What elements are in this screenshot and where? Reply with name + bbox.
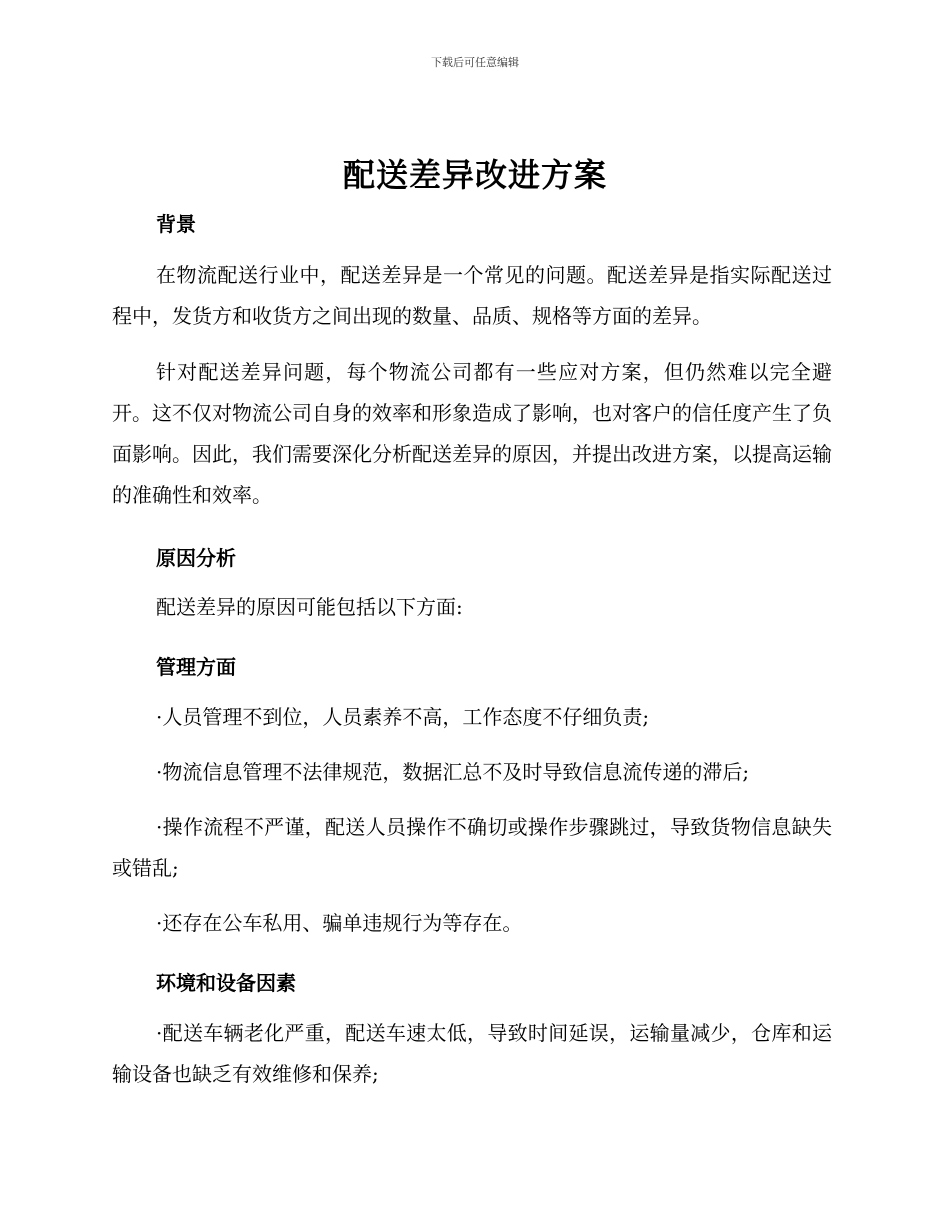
- paragraph-cause-intro: 配送差异的原因可能包括以下方面:: [156, 595, 463, 619]
- section-heading-cause: 原因分析: [156, 546, 236, 570]
- list-item-environment-1: ·配送车辆老化严重，配送车速太低，导致时间延误，运输量减少，仓库和运输设备也缺乏有效维修和保养;: [112, 1021, 832, 1086]
- header-note: 下载后可任意编辑: [431, 56, 519, 69]
- page-title: 配送差异改进方案: [342, 156, 607, 194]
- list-item-management-3: ·操作流程不严谨，配送人员操作不确切或操作步骤跳过，导致货物信息缺失或错乱;: [112, 815, 832, 880]
- list-item-management-4: ·还存在公车私用、骗单违规行为等存在。: [156, 911, 523, 935]
- section-heading-background: 背景: [156, 212, 196, 236]
- section-heading-environment: 环境和设备因素: [156, 971, 296, 995]
- paragraph-background-2: 针对配送差异问题，每个物流公司都有一些应对方案，但仍然难以完全避开。这不仅对物流公司自身的效率和形象造成了影响，也对客户的信任度产生了负面影响。因此，我们需要深化分析配送差异的原因，并提出改进方案，以提高运输的准确性和效率。: [112, 360, 832, 507]
- list-item-management-2: ·物流信息管理不法律规范，数据汇总不及时导致信息流传递的滞后;: [156, 760, 750, 784]
- list-item-management-1: ·人员管理不到位，人员素养不高，工作态度不仔细负责;: [156, 705, 650, 729]
- paragraph-background-1: 在物流配送行业中，配送差异是一个常见的问题。配送差异是指实际配送过程中，发货方和收货方之间出现的数量、品质、规格等方面的差异。: [112, 263, 832, 328]
- section-heading-management: 管理方面: [156, 655, 236, 679]
